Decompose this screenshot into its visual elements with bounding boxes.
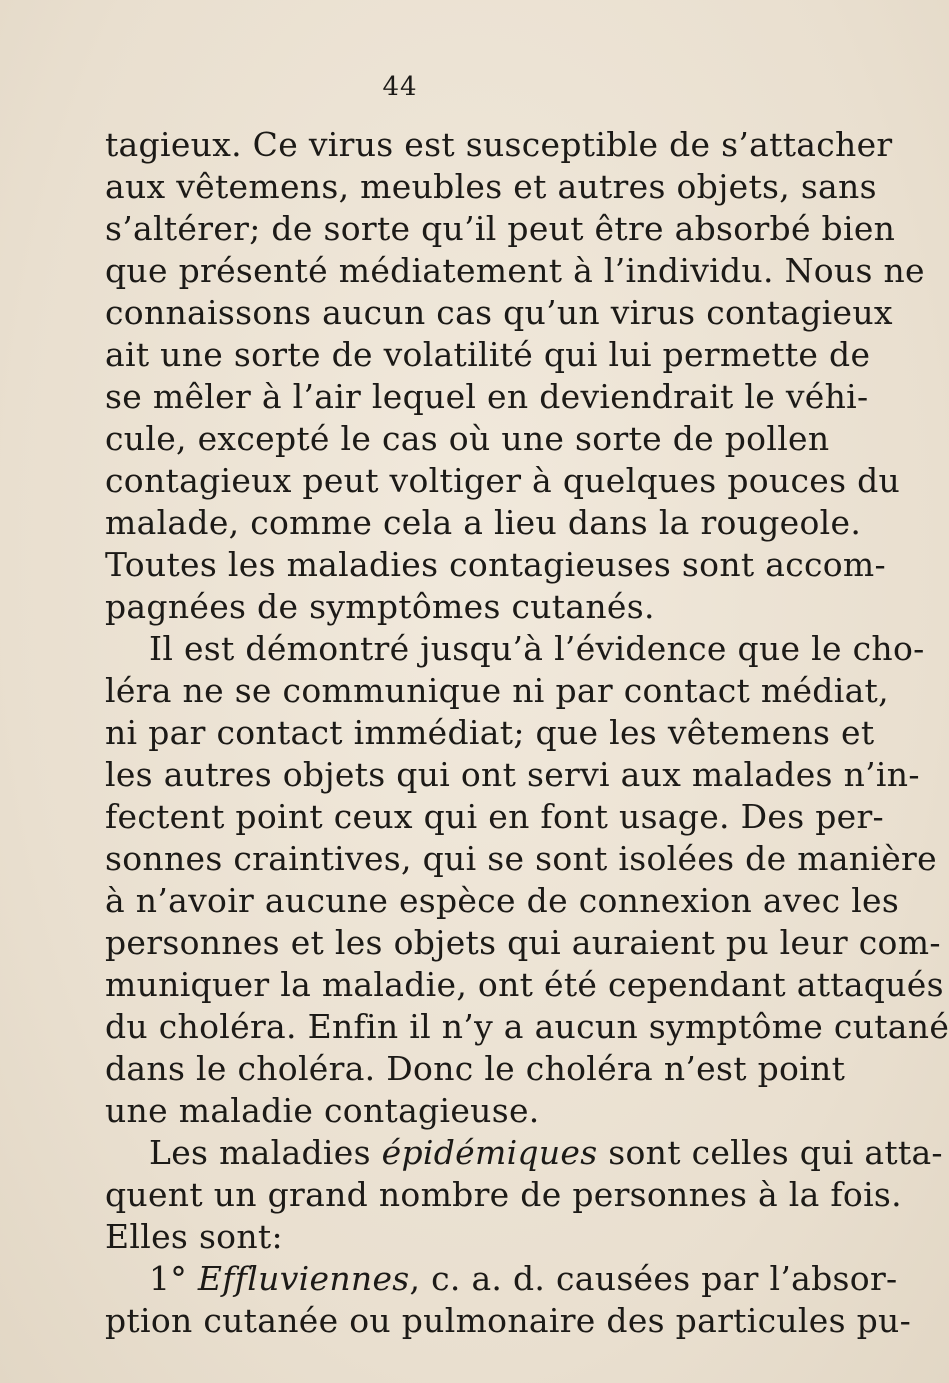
text-line: malade, comme cela a lieu dans la rougeole. — [105, 503, 862, 542]
text-line: muniquer la maladie, ont été cependant attaqués — [105, 965, 944, 1004]
text-line: Toutes les maladies contagieuses sont accom- — [105, 545, 886, 584]
text-line: aux vêtemens, meubles et autres objets, sans — [105, 167, 877, 206]
italic-term: Effluviennes — [197, 1259, 410, 1298]
text-line: fectent point ceux qui en font usage. Des per- — [105, 797, 885, 836]
text-line: les autres objets qui ont servi aux malades n’in- — [105, 755, 920, 794]
text-run: Les maladies — [149, 1133, 382, 1172]
italic-term: épidémiques — [381, 1133, 598, 1172]
text-line: léra ne se communique ni par contact médiat, — [105, 671, 889, 710]
text-line: connaissons aucun cas qu’un virus contagieux — [105, 293, 893, 332]
text-line — [105, 1259, 898, 1299]
text-line: du choléra. Enfin il n’y a aucun symptôme cutané — [105, 1007, 949, 1046]
text-line: ni par contact immédiat; que les vêtemens et — [105, 713, 875, 752]
text-line: quent un grand nombre de personnes à la fois. — [105, 1175, 902, 1214]
text-line: une maladie contagieuse. — [105, 1091, 540, 1130]
text-line: Il est démontré jusqu’à l’évidence que le cho- — [149, 629, 925, 668]
text-line: à n’avoir aucune espèce de connexion avec les — [105, 881, 900, 920]
text-line: dans le choléra. Donc le choléra n’est point — [105, 1049, 846, 1088]
text-line: s’altérer; de sorte qu’il peut être absorbé bien — [105, 209, 896, 248]
text-run: , c. a. d. causées par l’absor- — [409, 1259, 898, 1298]
text-line: pagnées de symptômes cutanés. — [105, 587, 655, 626]
text-line: cule, excepté le cas où une sorte de pollen — [105, 419, 830, 458]
text-run: 1° — [149, 1259, 198, 1298]
text-line: ait une sorte de volatilité qui lui permette de — [105, 335, 871, 374]
page-number: 44 — [382, 72, 418, 102]
text-line: sonnes craintives, qui se sont isolées de manière — [105, 839, 937, 878]
text-line: personnes et les objets qui auraient pu leur com- — [105, 923, 941, 962]
text-line: ption cutanée ou pulmonaire des particules pu- — [105, 1301, 912, 1340]
text-line: que présenté médiatement à l’individu. Nous ne — [105, 251, 925, 290]
text-line: tagieux. Ce virus est susceptible de s’attacher — [105, 125, 893, 164]
text-run: sont celles qui atta- — [597, 1133, 943, 1172]
text-line — [105, 1133, 943, 1173]
text-line: contagieux peut voltiger à quelques pouces du — [105, 461, 901, 500]
text-line: Elles sont: — [105, 1217, 283, 1256]
text-line: se mêler à l’air lequel en deviendrait le véhi- — [105, 377, 869, 416]
